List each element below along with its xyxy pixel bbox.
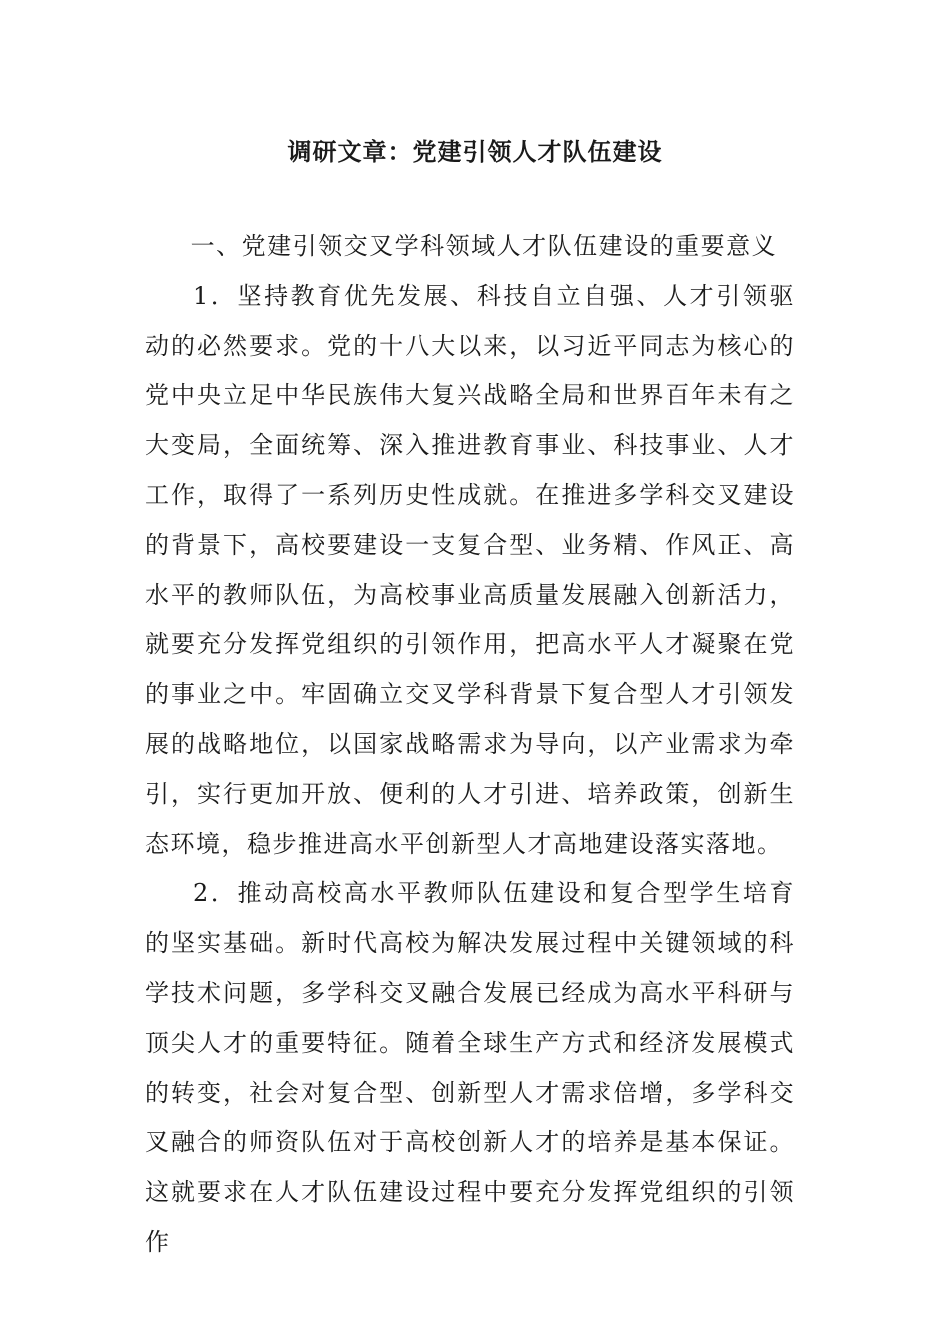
section-heading: 一、党建引领交叉学科领域人才队伍建设的重要意义 bbox=[190, 232, 778, 260]
paragraph-2: 2．推动高校高水平教师队伍建设和复合型学生培育的坚实基础。新时代高校为解决发展过程中关键领域的科学技术问题，多学科交叉融合发展已经成为高水平科研与顶尖人才的重要特征。随着全球生产方式和经济发展模式的转变，社会对复合型、创新型人才需求倍增，多学科交叉融合的师资队伍对于高校创新人才的培养是基本保证。这就要求在人才队伍建设过程中要充分发挥党组织的引领作 bbox=[145, 879, 795, 1256]
document-body bbox=[145, 222, 795, 1268]
document-title: 调研文章：党建引领人才队伍建设 bbox=[287, 137, 663, 166]
paragraph-1: 1．坚持教育优先发展、科技自立自强、人才引领驱动的必然要求。党的十八大以来，以习近平同志为核心的党中央立足中华民族伟大复兴战略全局和世界百年未有之大变局，全面统筹、深入推进教育事业、科技事业、人才工作，取得了一系列历史性成就。在推进多学科交叉建设的背景下，高校要建设一支复合型、业务精、作风正、高水平的教师队伍，为高校事业高质量发展融入创新活力，就要充分发挥党组织的引领作用，把高水平人才凝聚在党的事业之中。牢固确立交叉学科背景下复合型人才引领发展的战略地位，以国家战略需求为导向，以产业需求为牵引，实行更加开放、便利的人才引进、培养政策，创新生态环境，稳步推进高水平创新型人才高地建设落实落地。 bbox=[145, 281, 795, 858]
